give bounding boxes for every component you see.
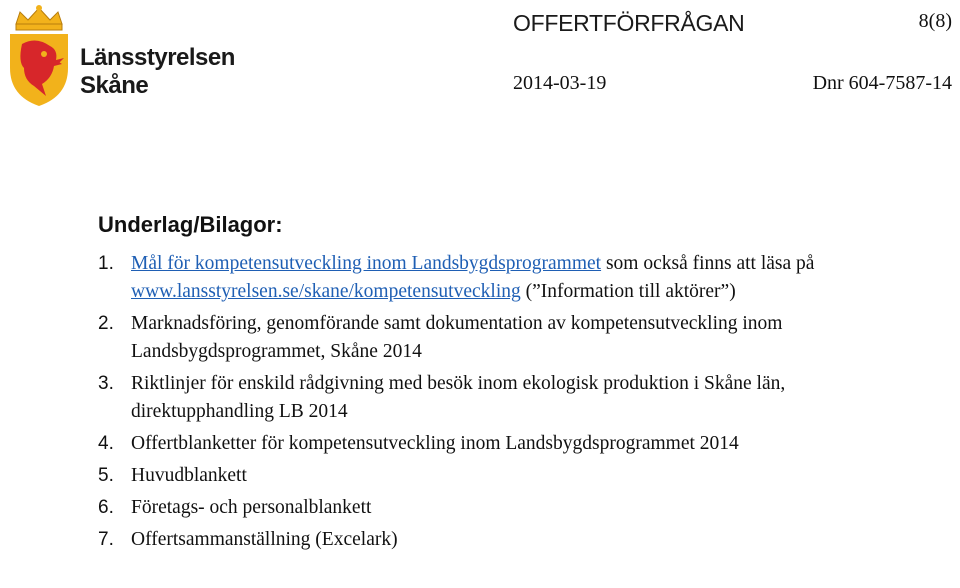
list-item [98, 250, 838, 306]
item-number: 2. [98, 313, 114, 334]
item-text: Offertblanketter för kompetensutveckling inom Landsbygdsprogrammet 2014 [131, 433, 739, 454]
logo-line1: Länsstyrelsen [80, 44, 235, 71]
attachments-list [98, 250, 838, 558]
item-number: 7. [98, 529, 114, 550]
item-text: Företags- och personalblankett [131, 497, 372, 518]
list-item [98, 526, 838, 554]
list-item [98, 310, 838, 366]
item-text: Huvudblankett [131, 465, 247, 486]
coat-of-arms-icon [6, 4, 72, 108]
item-number: 6. [98, 497, 114, 518]
document-title: OFFERTFÖRFRÅGAN [513, 10, 745, 36]
item-number: 4. [98, 433, 114, 454]
item-text: Offertsammanställning (Excelark) [131, 529, 398, 550]
item-number: 3. [98, 373, 114, 394]
item-text: Riktlinjer för enskild rådgivning med besök inom ekologisk produktion i Skåne län, direktupphandling LB 2014 [131, 373, 786, 422]
list-item [98, 462, 838, 490]
item-number: 1. [98, 253, 114, 274]
lansstyrelsen-logo [6, 4, 235, 108]
page-number: 8(8) [918, 10, 952, 32]
document-date: 2014-03-19 [513, 72, 607, 94]
list-item [98, 430, 838, 458]
logo-line2: Skåne [80, 72, 149, 99]
item-number: 5. [98, 465, 114, 486]
item-text: (”Information till aktörer”) [520, 281, 736, 302]
list-item [98, 494, 838, 522]
item-text: Marknadsföring, genomförande samt dokumentation av kompetensutveckling inom Landsbygdsprogrammet, Skåne 2014 [131, 313, 783, 362]
goals-link[interactable]: Mål för kompetensutveckling inom Landsbygdsprogrammet [131, 253, 602, 274]
list-item [98, 370, 838, 426]
document-reference: Dnr 604-7587-14 [812, 72, 952, 94]
item-text: som också finns att läsa på [601, 253, 815, 274]
attachments-heading: Underlag/Bilagor: [98, 212, 283, 237]
website-link[interactable]: www.lansstyrelsen.se/skane/kompetensutveckling [131, 281, 521, 302]
